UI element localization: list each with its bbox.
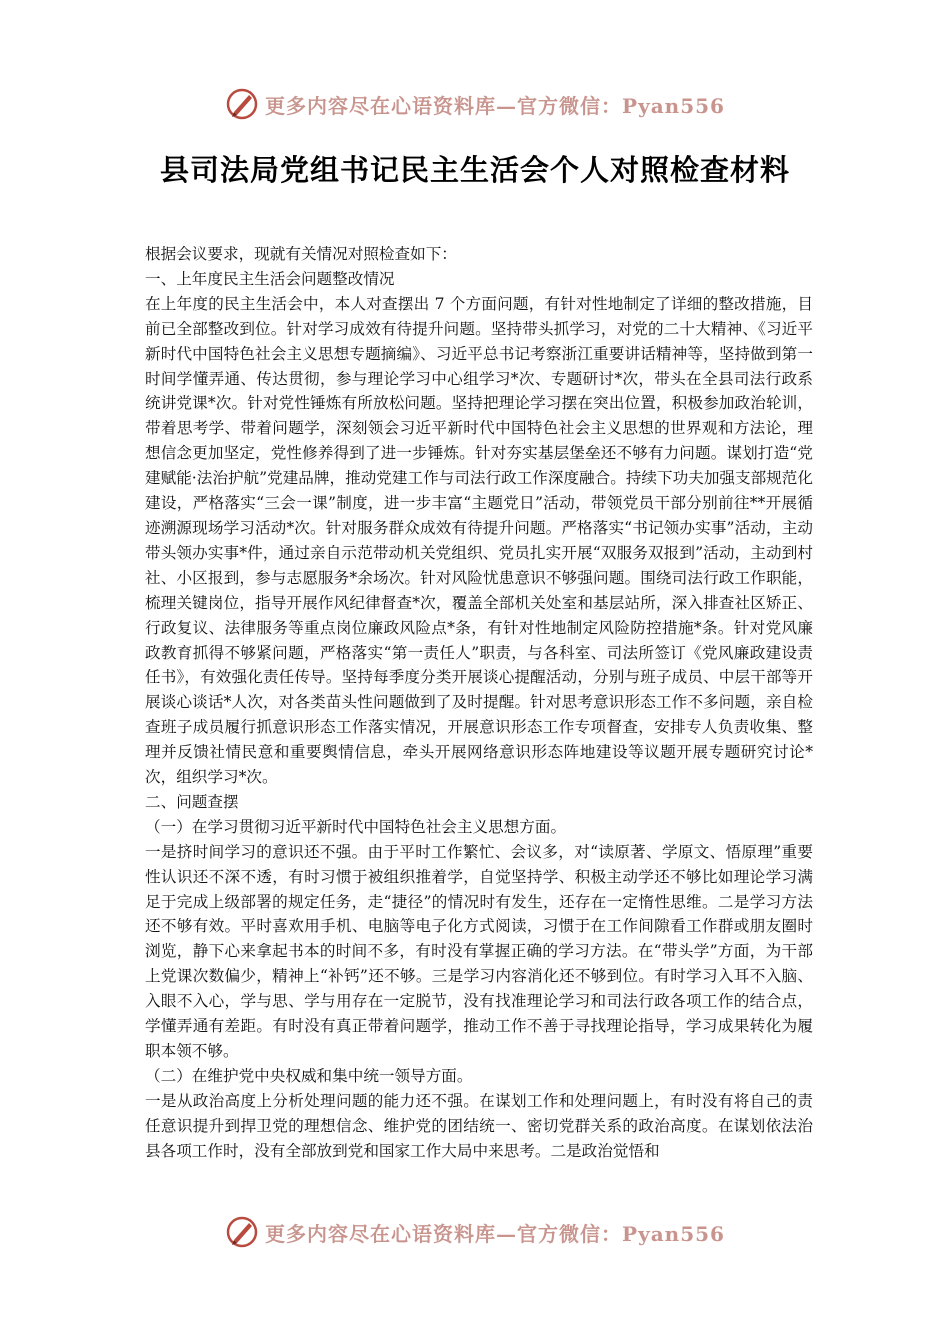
document-title: 县司法局党组书记民主生活会个人对照检查材料 — [159, 153, 790, 187]
banner-suffix-text: 官方微信：Pyan556 — [517, 1221, 725, 1246]
subsection-heading-2: （二）在维护党中央权威和集中统一领导方面。 — [145, 1066, 473, 1085]
banner-main-text: 更多内容尽在心语资料库 — [265, 93, 497, 118]
subsection-heading-1: （一）在学习贯彻习近平新时代中国特色社会主义思想方面。 — [145, 817, 567, 836]
paragraph-authority-issues: 一是从政治高度上分析处理问题的能力还不强。在谋划工作和处理问题上，有时没有将自己的责任意识提升到捍卫党的理想信念、维护党的团结统一、密切党群关系的政治高度。在谋划依法治县各项工作时，没有全部放到党和国家工作大局中来思考。二是政治觉悟和 — [145, 1091, 813, 1160]
document-body — [145, 242, 813, 1164]
pen-circle-logo-icon — [225, 1215, 259, 1249]
paragraph-intro: 根据会议要求，现就有关情况对照检查如下： — [145, 245, 457, 263]
banner-suffix-text: 官方微信：Pyan556 — [517, 93, 725, 118]
paragraph-rectification: 在上年度的民主生活会中，本人对查摆出 7 个方面问题，有针对性地制定了详细的整改措施，目前已全部整改到位。针对学习成效有待提升问题。坚持带头抓学习，对党的二十大精神、《习近平新时代中国特色社会主义思想专题摘编》、习近平总书记考察浙江重要讲话精神等，坚持做到第一时间学懂弄通、传达贯彻，参与理论学习中心组学习*次、专题研讨*次，带头在全县司法行政系统讲党课*次。针对党性锤炼有所放松问题。坚持把理论学习摆在突出位置，积极参加政治轮训，带着思考学、带着问题学，深刻领会习近平新时代中国特色社会主义思想的世界观和方法论，理想信念更加坚定，党性修养得到了进一步锤炼。针对夯实基层堡垒还不够有力问题。谋划打造“党建赋能·法治护航”党建品牌，推动党建工作与司法行政工作深度融合。持续下功夫加强支部规范化建设，严格落实“三会一课”制度，进一步丰富“主题党日”活动，带领党员干部分别前往**开展循迹溯源现场学习活动*次。针对服务群众成效有待提升问题。严格落实“书记领办实事”活动，主动带头领办实事*件，通过亲自示范带动机关党组织、党员扎实开展“双服务双报到”活动，主动到村社、小区报到，参与志愿服务*余场次。针对风险忧患意识不够强问题。围绕司法行政工作职能，梳理关键岗位，指导开展作风纪律督查*次，覆盖全部机关处室和基层站所，深入排查社区矫正、行政复议、法律服务等重点岗位廉政风险点*条，有针对性地制定风险防控措施*条。针对党风廉政教育抓得不够紧问题，严格落实“第一责任人”职责，与各科室、司法所签订《党风廉政建设责任书》，有效强化责任传导。坚持每季度分类开展谈心提醒活动，分别与班子成员、中层干部等开展谈心谈话*人次，对各类苗头性问题做到了及时提醒。针对思考意识形态工作不多问题，亲自检查班子成员履行抓意识形态工作落实情况，开展意识形态工作专项督查，安排专人负责收集、整理并反馈社情民意和重要舆情信息，牵头开展网络意识形态阵地建设等议题开展专题研究讨论*次，组织学习*次。 — [145, 294, 813, 787]
header-banner — [0, 82, 950, 126]
banner-dash: — — [496, 1221, 518, 1246]
banner-text — [265, 1218, 725, 1247]
footer-banner — [0, 1210, 950, 1254]
section-heading-2: 二、问题查摆 — [145, 792, 239, 811]
paragraph-study-issues: 一是挤时间学习的意识还不强。由于平时工作繁忙、会议多，对“读原著、学原文、悟原理”重要性认识还不深不透，有时习惯于被组织推着学，自觉坚持学、积极主动学还不够比如理论学习满足于完成上级部署的规定任务，走“捷径”的情况时有发生，还存在一定惰性思维。二是学习方法还不够有效。平时喜欢用手机、电脑等电子化方式阅读，习惯于在工作间隙看工作群或朋友圈时浏览，静下心来拿起书本的时间不多，有时没有掌握正确的学习方法。在“带头学”方面，为干部上党课次数偏少，精神上“补钙”还不够。三是学习内容消化还不够到位。有时学习入耳不入脑、入眼不入心，学与思、学与用存在一定脱节，没有找准理论学习和司法行政各项工作的结合点，学懂弄通有差距。有时没有真正带着问题学，推动工作不善于寻找理论指导，学习成果转化为履职本领不够。 — [145, 842, 813, 1060]
pen-circle-logo-icon — [225, 87, 259, 121]
section-heading-1: 一、上年度民主生活会问题整改情况 — [145, 269, 395, 288]
banner-main-text: 更多内容尽在心语资料库 — [265, 1221, 497, 1246]
banner-text — [265, 90, 725, 119]
banner-dash: — — [496, 93, 518, 118]
